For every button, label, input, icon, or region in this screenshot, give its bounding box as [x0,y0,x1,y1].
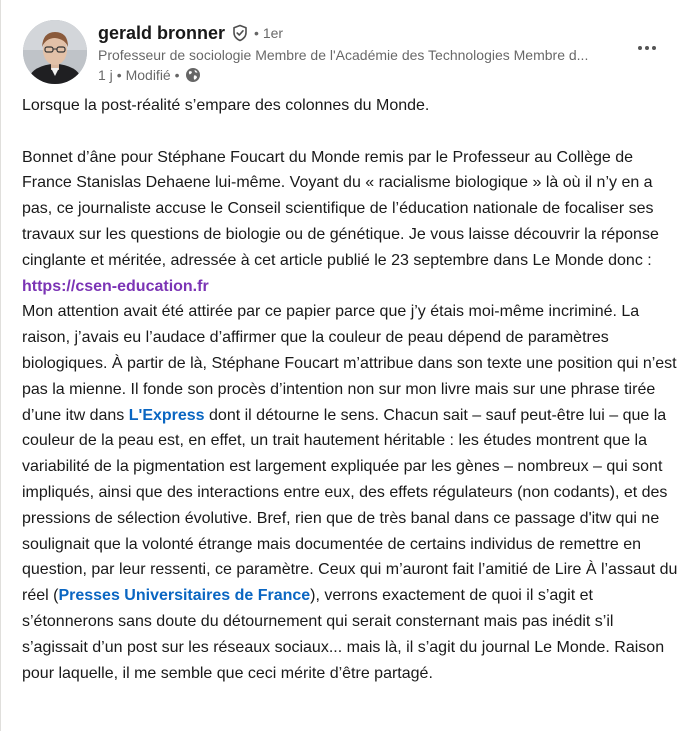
post-timestamp-row [98,64,611,86]
verified-shield-icon [231,24,249,42]
post-paragraph-2 [22,299,680,686]
avatar[interactable] [23,20,87,84]
post-first-line: Lorsque la post-réalité s’empare des colonnes du Monde. [22,97,430,114]
globe-icon [185,67,201,83]
paragraph-2-text-b: dont il détourne le sens. Chacun sait – sauf peut-être lui – que la couleur de la peau est, en effet, un trait hautement héritable : les études montrent que la variabilité de la pigmentation est largement expliquée par les gènes – nombreux – qui sont impliqués, ainsi que des interactions entre eux, des effets régulateurs (non codants), et des pressions de sélection évolutive. Bref, rien que de très banal dans ce passage d'itw qui ne soulignait que la volonté étrange mais documentée de certains individus de remettre en question, par leur ressenti, ce paramètre. Ceux qui m’auront fait l’amitié de Lire À l’assaut du réel ( [22,406,678,605]
author-headline: Professeur de sociologie Membre de l'Académie des Technologies Membre d... [98,47,589,63]
author-name-row [98,20,611,46]
post-body [22,93,680,686]
more-options-icon [637,45,657,51]
mention-lexpress[interactable]: L'Express [128,406,205,424]
mention-puf[interactable]: Presses Universitaires de France [58,587,311,605]
post-header [23,20,671,84]
paragraph-2-text-a: Mon attention avait été attirée par ce papier parce que j’y étais moi-même incriminé. La raison, j’avais eu l’audace d’affirmer que la couleur de peau dépend de paramètres biologiques. À partir de là, Stéphane Foucart m’attribue dans son texte une position qui n’est pas la mienne. Il fonde son procès d’intention non sur mon livre mais sur une phrase tirée d’une itw dans [22,303,677,424]
post-time[interactable]: 1 j [98,67,113,83]
author-name[interactable]: gerald bronner [98,22,226,43]
edited-label: • Modifié • [116,67,180,83]
connection-degree: • 1er [254,25,284,41]
paragraph-2-text-c: ), verrons exactement de quoi il s’agit et s’étonnerons sans doute du détournement qui serait consternant mais pas inédit s’il s’agissait d’un post sur les réseaux sociaux... mais là, il s’agit du journal Le Monde. Raison pour laquelle, il me semble que ceci mérite d’être partagé. [22,587,665,682]
post-paragraph-1: Bonnet d’âne pour Stéphane Foucart du Monde remis par le Professeur au Collège de France Stanislas Dehaene lui-même. Voyant du « racialisme biologique » là où il n’y en a pas, ce journaliste accuse le Conseil scientifique de l’éducation nationale de focaliser ses travaux sur les questions de biologie ou de génétique. Je vous laisse découvrir la réponse cinglante et méritée, adressée à cet article publié le 23 septembre dans Le Monde donc : [22,148,659,269]
more-options-button[interactable] [635,36,659,60]
external-link[interactable]: https://csen-education.fr [22,277,209,295]
paragraph-gap [22,119,680,145]
author-meta [98,20,611,86]
